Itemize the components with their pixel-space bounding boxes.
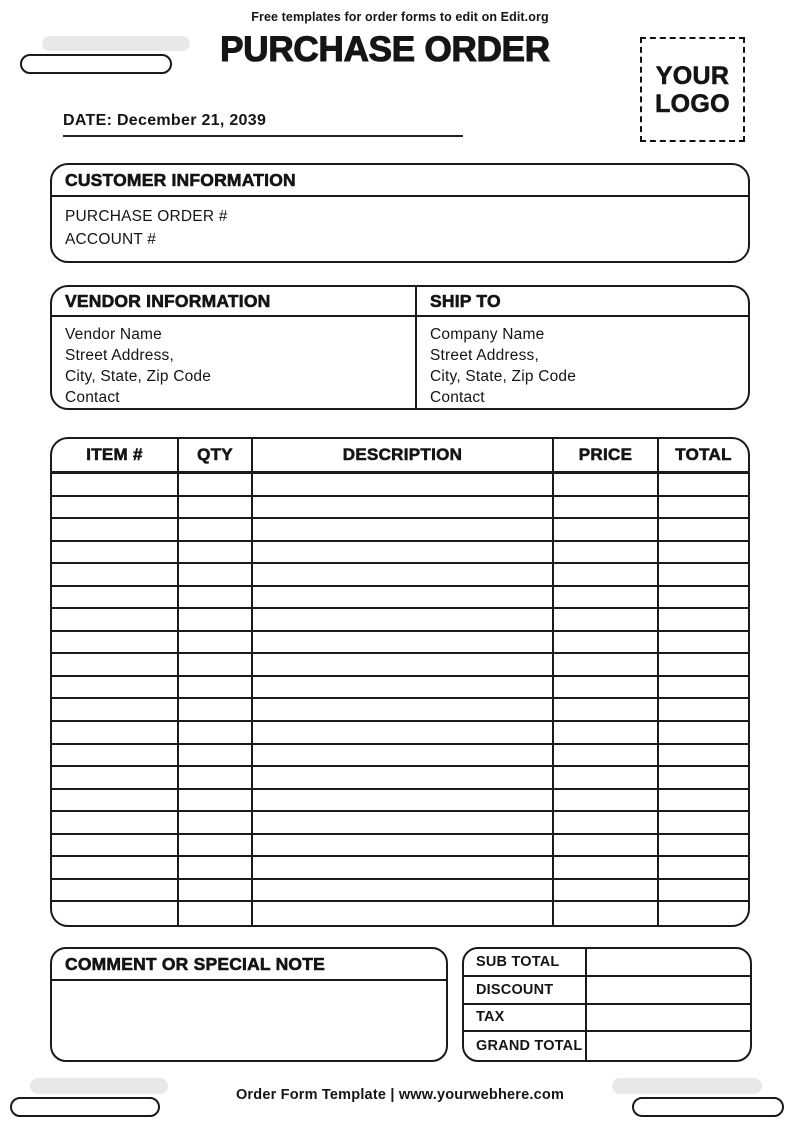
vendor-street-line[interactable]: Street Address, bbox=[65, 347, 174, 364]
item-cell[interactable] bbox=[52, 767, 179, 790]
item-cell[interactable] bbox=[52, 497, 179, 520]
tax-value-cell[interactable] bbox=[587, 1005, 750, 1033]
totals-section bbox=[462, 947, 752, 1062]
item-cell[interactable] bbox=[659, 654, 748, 677]
item-cell[interactable] bbox=[253, 542, 554, 565]
item-cell[interactable] bbox=[52, 609, 179, 632]
purchase-order-number-label[interactable]: PURCHASE ORDER # bbox=[65, 208, 228, 225]
ship-city-line[interactable]: City, State, Zip Code bbox=[430, 368, 577, 385]
item-cell[interactable] bbox=[554, 519, 659, 542]
item-cell[interactable] bbox=[659, 632, 748, 655]
item-cell[interactable] bbox=[659, 542, 748, 565]
item-cell[interactable] bbox=[253, 812, 554, 835]
item-cell[interactable] bbox=[253, 722, 554, 745]
placeholder-pill-gray-top-left bbox=[42, 36, 190, 51]
item-cell[interactable] bbox=[554, 902, 659, 925]
ship-street-line[interactable]: Street Address, bbox=[430, 347, 539, 364]
item-cell[interactable] bbox=[179, 790, 253, 813]
item-cell[interactable] bbox=[179, 587, 253, 610]
item-cell[interactable] bbox=[253, 474, 554, 497]
item-cell[interactable] bbox=[253, 790, 554, 813]
item-cell[interactable] bbox=[554, 767, 659, 790]
item-cell[interactable] bbox=[659, 587, 748, 610]
item-cell[interactable] bbox=[253, 835, 554, 858]
account-number-label[interactable]: ACCOUNT # bbox=[65, 230, 157, 248]
placeholder-pill-outline-bottom-right bbox=[632, 1097, 784, 1117]
item-cell[interactable] bbox=[659, 835, 748, 858]
item-cell[interactable] bbox=[659, 745, 748, 768]
item-cell[interactable] bbox=[253, 767, 554, 790]
item-cell[interactable] bbox=[253, 609, 554, 632]
vendor-info-title: VENDOR INFORMATION bbox=[52, 287, 417, 317]
item-cell[interactable] bbox=[52, 542, 179, 565]
item-cell[interactable] bbox=[179, 677, 253, 700]
item-cell[interactable] bbox=[52, 722, 179, 745]
item-cell[interactable] bbox=[659, 519, 748, 542]
item-cell[interactable] bbox=[253, 497, 554, 520]
column-header-price: PRICE bbox=[554, 439, 659, 474]
item-cell[interactable] bbox=[554, 474, 659, 497]
item-cell[interactable] bbox=[179, 880, 253, 903]
item-cell[interactable] bbox=[253, 745, 554, 768]
item-cell[interactable] bbox=[179, 609, 253, 632]
item-cell[interactable] bbox=[52, 677, 179, 700]
item-cell[interactable] bbox=[659, 564, 748, 587]
item-cell[interactable] bbox=[253, 519, 554, 542]
item-cell[interactable] bbox=[253, 857, 554, 880]
item-cell[interactable] bbox=[554, 677, 659, 700]
item-cell[interactable] bbox=[179, 564, 253, 587]
item-cell[interactable] bbox=[52, 857, 179, 880]
item-cell[interactable] bbox=[554, 587, 659, 610]
item-cell[interactable] bbox=[554, 745, 659, 768]
top-note: Free templates for order forms to edit on Edit.org bbox=[251, 10, 549, 24]
item-cell[interactable] bbox=[554, 812, 659, 835]
item-cell[interactable] bbox=[179, 654, 253, 677]
vendor-ship-section bbox=[50, 285, 750, 410]
tax-label: TAX bbox=[464, 1005, 587, 1033]
item-cell[interactable] bbox=[253, 632, 554, 655]
item-cell[interactable] bbox=[253, 587, 554, 610]
item-cell[interactable] bbox=[179, 497, 253, 520]
item-cell[interactable] bbox=[554, 699, 659, 722]
item-cell[interactable] bbox=[253, 880, 554, 903]
item-cell[interactable] bbox=[659, 722, 748, 745]
item-cell[interactable] bbox=[554, 497, 659, 520]
item-cell[interactable] bbox=[52, 902, 179, 925]
item-cell[interactable] bbox=[52, 632, 179, 655]
item-cell[interactable] bbox=[52, 745, 179, 768]
ship-to-body[interactable] bbox=[417, 317, 748, 410]
item-cell[interactable] bbox=[554, 632, 659, 655]
item-cell[interactable] bbox=[52, 790, 179, 813]
vendor-name-line[interactable]: Vendor Name bbox=[65, 326, 162, 343]
item-cell[interactable] bbox=[253, 654, 554, 677]
item-cell[interactable] bbox=[179, 812, 253, 835]
item-cell[interactable] bbox=[659, 812, 748, 835]
item-cell[interactable] bbox=[253, 677, 554, 700]
item-cell[interactable] bbox=[554, 564, 659, 587]
item-cell[interactable] bbox=[554, 654, 659, 677]
item-cell[interactable] bbox=[179, 632, 253, 655]
item-cell[interactable] bbox=[52, 564, 179, 587]
item-cell[interactable] bbox=[179, 745, 253, 768]
column-header-qty: QTY bbox=[179, 439, 253, 474]
item-cell[interactable] bbox=[659, 767, 748, 790]
page-title: PURCHASE ORDER bbox=[220, 30, 550, 69]
items-table bbox=[50, 437, 750, 927]
item-cell[interactable] bbox=[179, 835, 253, 858]
item-cell[interactable] bbox=[659, 497, 748, 520]
item-cell[interactable] bbox=[659, 677, 748, 700]
ship-company-line[interactable]: Company Name bbox=[430, 326, 545, 343]
item-cell[interactable] bbox=[659, 609, 748, 632]
item-cell[interactable] bbox=[179, 699, 253, 722]
placeholder-pill-gray-bottom-right bbox=[612, 1078, 762, 1094]
item-cell[interactable] bbox=[179, 767, 253, 790]
item-cell[interactable] bbox=[52, 812, 179, 835]
item-cell[interactable] bbox=[179, 722, 253, 745]
column-header-description: DESCRIPTION bbox=[253, 439, 554, 474]
item-cell[interactable] bbox=[659, 790, 748, 813]
item-cell[interactable] bbox=[554, 835, 659, 858]
discount-value-cell[interactable] bbox=[587, 977, 750, 1005]
item-cell[interactable] bbox=[659, 474, 748, 497]
item-cell[interactable] bbox=[52, 699, 179, 722]
vendor-city-line[interactable]: City, State, Zip Code bbox=[65, 368, 212, 385]
placeholder-pill-outline-bottom-left bbox=[10, 1097, 160, 1117]
item-cell[interactable] bbox=[554, 609, 659, 632]
item-cell[interactable] bbox=[52, 880, 179, 903]
grand-total-label: GRAND TOTAL bbox=[464, 1032, 587, 1060]
ship-contact-line[interactable]: Contact bbox=[430, 389, 485, 406]
item-cell[interactable] bbox=[179, 902, 253, 925]
item-cell[interactable] bbox=[52, 587, 179, 610]
item-cell[interactable] bbox=[52, 474, 179, 497]
comment-section bbox=[50, 947, 448, 1062]
grand-total-value-cell[interactable] bbox=[587, 1032, 750, 1060]
ship-to-title: SHIP TO bbox=[417, 287, 748, 317]
logo-text: YOUR LOGO bbox=[655, 61, 730, 118]
column-header-total: TOTAL bbox=[659, 439, 748, 474]
item-cell[interactable] bbox=[179, 519, 253, 542]
footer-text: Order Form Template | www.yourwebhere.com bbox=[235, 1087, 565, 1103]
item-cell[interactable] bbox=[179, 857, 253, 880]
item-cell[interactable] bbox=[253, 564, 554, 587]
item-cell[interactable] bbox=[52, 654, 179, 677]
discount-label: DISCOUNT bbox=[464, 977, 587, 1005]
subtotal-label: SUB TOTAL bbox=[464, 949, 587, 977]
subtotal-value-cell[interactable] bbox=[587, 949, 750, 977]
item-cell[interactable] bbox=[52, 835, 179, 858]
item-cell[interactable] bbox=[554, 722, 659, 745]
date-field[interactable]: DATE: December 21, 2039 bbox=[63, 112, 463, 137]
item-cell[interactable] bbox=[179, 542, 253, 565]
item-cell[interactable] bbox=[253, 902, 554, 925]
item-cell[interactable] bbox=[554, 857, 659, 880]
placeholder-pill-gray-bottom-left bbox=[30, 1078, 168, 1094]
placeholder-pill-outline-top-left bbox=[20, 54, 172, 74]
item-cell[interactable] bbox=[554, 790, 659, 813]
vendor-contact-line[interactable]: Contact bbox=[65, 389, 120, 406]
column-header-item-number: ITEM # bbox=[52, 439, 179, 474]
customer-info-section bbox=[50, 163, 750, 263]
item-cell[interactable] bbox=[179, 474, 253, 497]
item-cell[interactable] bbox=[659, 699, 748, 722]
comment-title: COMMENT OR SPECIAL NOTE bbox=[52, 949, 446, 981]
item-cell[interactable] bbox=[554, 542, 659, 565]
item-cell[interactable] bbox=[659, 902, 748, 925]
vendor-info-body[interactable] bbox=[52, 317, 417, 410]
item-cell[interactable] bbox=[52, 519, 179, 542]
logo-placeholder-box[interactable] bbox=[640, 37, 745, 142]
item-cell[interactable] bbox=[659, 880, 748, 903]
item-cell[interactable] bbox=[554, 880, 659, 903]
item-cell[interactable] bbox=[253, 699, 554, 722]
customer-info-title: CUSTOMER INFORMATION bbox=[52, 165, 748, 197]
comment-input-area[interactable] bbox=[52, 981, 446, 1060]
customer-info-body[interactable] bbox=[52, 197, 748, 260]
item-cell[interactable] bbox=[659, 857, 748, 880]
